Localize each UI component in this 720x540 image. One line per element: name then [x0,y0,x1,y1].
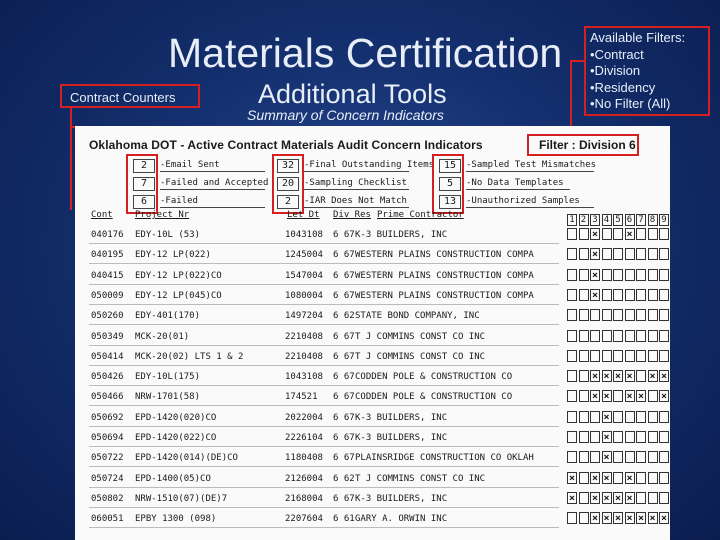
cell-project: MCK-20(02) LTS 1 & 2 [135,351,244,362]
row-divider [89,426,559,427]
flag-empty-box [602,309,612,321]
flag-checked-icon: × [626,492,633,504]
col-header-letdate: Let Dt [287,210,320,220]
summary-label: -IAR Does Not Match [304,195,409,208]
flag-empty-box [659,330,669,342]
cell-div-res: 6 67 [333,433,355,443]
flag-empty-box [648,269,658,281]
cell-contract: 050802 [91,493,124,504]
flag-empty-box [625,330,635,342]
table-row [75,309,670,323]
cell-contractor: WESTERN PLAINS CONSTRUCTION COMPA [355,290,534,301]
flag-empty-box [590,431,600,443]
flag-empty-box [579,451,589,463]
flag-empty-box [567,248,577,260]
flag-checked-icon: × [626,371,633,383]
flag-checked-icon: × [591,371,599,383]
flag-column-header: 4 [602,214,612,226]
cell-let-date: 1245004 [285,250,323,261]
contract-counters-label: Contract Counters [60,84,200,108]
summary-count: 15 [439,159,461,173]
flag-column-header: 6 [625,214,635,226]
flag-empty-box [636,330,646,342]
cell-project: MCK-20(01) [135,331,190,342]
flag-empty-box [613,411,623,423]
cell-contract: 050260 [91,311,124,322]
summary-label: -Email Sent [160,159,265,172]
flag-checked-icon: × [649,513,656,525]
cell-let-date: 1547004 [285,270,323,281]
cell-contract: 040195 [91,250,124,261]
cell-contractor: PLAINSRIDGE CONSTRUCTION CO OKLAH [355,453,534,464]
table-row [75,370,670,384]
summary-count: 7 [133,177,155,191]
flag-empty-box [636,492,646,504]
flag-empty-box [625,431,635,443]
flag-checked-icon: × [660,513,668,525]
flag-checked-icon: × [603,411,610,423]
cell-div-res: 6 67 [333,331,355,342]
flag-empty-box [590,411,600,423]
cell-let-date: 1043108 [285,230,323,240]
flag-column-header: 5 [613,214,623,226]
cell-let-date: 1080004 [285,290,323,301]
summary-label: -Sampled Test Mismatches [466,160,597,170]
flag-empty-box [659,492,669,504]
flag-empty-box [579,289,589,301]
cell-contract: 050724 [91,473,124,484]
flag-empty-box [567,411,577,423]
cell-contract: 060051 [91,514,124,525]
additional-tools-title: Additional Tools [258,79,447,109]
flag-empty-box [579,309,589,321]
cell-contractor: K-3 BUILDERS, INC [355,493,448,504]
flag-empty-box [636,411,646,423]
cell-div-res: 6 67 [333,412,355,423]
flag-checked-icon: × [626,391,633,403]
row-divider [89,365,559,366]
flag-checked-icon: × [591,269,599,281]
table-row [75,431,670,445]
flag-checked-icon: × [568,472,576,484]
flag-empty-box [648,330,658,342]
flag-checked-icon: × [603,472,610,484]
row-divider [89,446,559,447]
flag-empty-box [579,228,589,240]
connector-counters [70,106,72,210]
flag-empty-box [579,350,589,362]
table-row [75,390,670,404]
flag-empty-box [648,411,658,423]
flag-checked-icon: × [603,492,610,504]
flag-empty-box [590,309,600,321]
flag-empty-box [625,289,635,301]
flag-checked-icon: × [591,513,599,525]
flag-empty-box [590,330,600,342]
row-divider [89,284,559,285]
flag-column-header: 7 [636,214,646,226]
summary-label: -Failed and Accepted [160,178,269,188]
flag-empty-box [659,472,669,484]
table-row [75,228,670,242]
flag-empty-box [567,512,577,524]
flag-empty-box [625,309,635,321]
cell-let-date: 2226104 [285,433,323,443]
cell-div-res: 6 67 [333,230,355,240]
flag-empty-box [648,472,658,484]
cell-project: NRW-1701(58) [135,392,201,403]
flag-empty-box [567,330,577,342]
flag-empty-box [579,248,589,260]
summary-label: -Sampling Checklist [304,177,409,190]
report-panel [75,126,670,540]
cell-contractor: CODDEN POLE & CONSTRUCTION CO [355,392,513,403]
flag-checked-icon: × [603,371,610,383]
cell-contract: 050414 [91,351,124,362]
cell-contractor: WESTERN PLAINS CONSTRUCTION COMPA [355,270,534,281]
flag-empty-box [579,472,589,484]
row-divider [89,405,559,406]
flag-empty-box [567,309,577,321]
summary-count: 13 [439,195,461,209]
cell-contractor: GARY A. ORWIN INC [355,514,448,525]
flag-empty-box [636,228,646,240]
flag-empty-box [659,431,669,443]
flag-empty-box [659,269,669,281]
flag-empty-box [648,228,658,240]
flag-empty-box [636,248,646,260]
flag-empty-box [602,330,612,342]
summary-count: 2 [133,159,155,173]
summary-label: -Unauthorized Samples [466,195,594,208]
summary-count: 2 [277,195,299,209]
flag-empty-box [602,289,612,301]
flag-empty-box [636,370,646,382]
flag-checked-icon: × [626,472,633,484]
flag-empty-box [659,289,669,301]
row-divider [89,385,559,386]
table-row [75,492,670,506]
col-header-project: Project Nr [135,210,190,220]
flag-empty-box [648,289,658,301]
flag-empty-box [659,248,669,260]
filter-none: •No Filter (All) [590,96,671,111]
flag-empty-box [567,350,577,362]
cell-contractor: T J COMMINS CONST CO INC [355,331,486,342]
summary-subtitle: Summary of Concern Indicators [247,107,444,123]
cell-div-res: 6 67 [333,392,355,403]
flag-empty-box [567,390,577,402]
col-header-divres: Div Res [333,210,371,220]
flag-empty-box [613,309,623,321]
flag-empty-box [579,269,589,281]
flag-checked-icon: × [591,492,599,504]
flag-empty-box [567,451,577,463]
cell-project: EDY-10L (53) [135,230,201,240]
flag-empty-box [602,248,612,260]
cell-let-date: 2022004 [285,412,323,423]
cell-project: EDY-10L(175) [135,372,201,383]
flag-column-header: 9 [659,214,669,226]
flag-empty-box [613,431,623,443]
cell-div-res: 6 67 [333,372,355,383]
flag-empty-box [567,269,577,281]
cell-div-res: 6 62 [333,311,355,322]
slide-title: Materials Certification [168,30,563,76]
cell-project: EPD-1420(014)(DE)CO [135,453,238,464]
cell-project: NRW-1510(07)(DE)7 [135,493,228,504]
cell-project: EPD-1420(022)CO [135,433,217,443]
cell-contractor: WESTERN PLAINS CONSTRUCTION COMPA [355,250,534,261]
flag-empty-box [613,451,623,463]
summary-label: -Failed [160,195,265,208]
flag-empty-box [648,350,658,362]
row-divider [89,487,559,488]
row-divider [89,345,559,346]
flag-checked-icon: × [660,391,668,403]
table-row [75,451,670,465]
flag-empty-box [659,228,669,240]
flag-empty-box [567,370,577,382]
flag-empty-box [636,431,646,443]
cell-div-res: 6 67 [333,250,355,261]
cell-contract: 050722 [91,453,124,464]
flag-empty-box [567,228,577,240]
filters-heading: Available Filters: [590,30,686,45]
cell-contractor: K-3 BUILDERS, INC [355,230,448,240]
flag-empty-box [648,390,658,402]
cell-div-res: 6 67 [333,290,355,301]
cell-project: EDY-401(170) [135,311,201,322]
table-row [75,248,670,262]
flag-empty-box [625,411,635,423]
cell-contract: 050694 [91,433,124,443]
row-divider [89,324,559,325]
flag-empty-box [636,472,646,484]
cell-contract: 050009 [91,290,124,301]
cell-contractor: K-3 BUILDERS, INC [355,412,448,423]
flag-column-header: 1 [567,214,577,226]
flag-empty-box [648,309,658,321]
flag-checked-icon: × [614,513,622,525]
flag-checked-icon: × [626,229,633,240]
cell-project: EDY-12 LP(045)CO [135,290,222,301]
flag-empty-box [590,451,600,463]
cell-let-date: 1043108 [285,372,323,383]
flag-empty-box [636,350,646,362]
cell-project: EDY-12 LP(022)CO [135,270,222,281]
flag-empty-box [602,228,612,240]
flag-checked-icon: × [603,452,610,464]
flag-empty-box [579,390,589,402]
flag-checked-icon: × [649,371,656,383]
connector-filters-top [570,60,586,62]
cell-let-date: 2210408 [285,331,323,342]
flag-empty-box [613,228,623,240]
row-divider [89,243,559,244]
flag-checked-icon: × [603,391,610,403]
summary-label: -No Data Templates [466,177,570,190]
highlight-summary-col-3 [432,154,464,214]
report-title: Oklahoma DOT - Active Contract Materials Audit Concern Indicators [89,138,483,152]
cell-contract: 050349 [91,331,124,342]
flag-checked-icon: × [591,289,599,301]
flag-empty-box [659,350,669,362]
flag-empty-box [579,411,589,423]
cell-contract: 040415 [91,270,124,281]
flag-empty-box [648,492,658,504]
cell-project: EPD-1420(020)CO [135,412,217,423]
table-row [75,512,670,526]
cell-let-date: 1180408 [285,453,323,464]
flag-empty-box [613,269,623,281]
flag-checked-icon: × [637,391,645,403]
flag-empty-box [636,289,646,301]
cell-div-res: 6 67 [333,351,355,362]
flag-empty-box [602,350,612,362]
flag-checked-icon: × [603,513,610,525]
flag-empty-box [579,492,589,504]
row-divider [89,466,559,467]
cell-contractor: STATE BOND COMPANY, INC [355,311,480,322]
cell-contract: 050466 [91,392,124,403]
cell-let-date: 2210408 [285,351,323,362]
flag-empty-box [648,248,658,260]
flag-empty-box [602,269,612,281]
flag-empty-box [579,512,589,524]
flag-empty-box [659,309,669,321]
flag-empty-box [625,451,635,463]
flag-empty-box [625,248,635,260]
summary-count: 20 [277,177,299,191]
flag-empty-box [567,431,577,443]
cell-let-date: 2168004 [285,493,323,504]
row-divider [89,263,559,264]
table-row [75,350,670,364]
cell-let-date: 1497204 [285,311,323,322]
flag-checked-icon: × [614,371,622,383]
filter-residency: •Residency [590,79,656,95]
row-divider [89,304,559,305]
flag-checked-icon: × [603,432,610,443]
cell-contract: 040176 [91,230,124,240]
highlight-summary-col-1 [126,154,158,214]
flag-empty-box [613,330,623,342]
flag-checked-icon: × [591,249,599,261]
flag-empty-box [613,289,623,301]
table-row [75,330,670,344]
flag-empty-box [613,350,623,362]
flag-empty-box [648,431,658,443]
division-filter-label: Filter : Division 6 [527,134,639,156]
connector-filters [570,60,572,136]
flag-checked-icon: × [660,371,668,383]
flag-column-header: 8 [648,214,658,226]
cell-div-res: 6 67 [333,270,355,281]
summary-count: 32 [277,159,299,173]
summary-label: -Final Outstanding Items [304,160,435,170]
cell-contract: 050692 [91,412,124,423]
table-row [75,269,670,283]
table-row [75,411,670,425]
flag-column-header: 3 [590,214,600,226]
flag-empty-box [625,269,635,281]
row-divider [89,507,559,508]
cell-div-res: 6 67 [333,453,355,464]
flag-empty-box [636,451,646,463]
cell-contractor: T J COMMINS CONST CO INC [355,473,486,484]
filter-contract: •Contract [590,46,644,62]
flag-empty-box [648,451,658,463]
cell-contractor: K-3 BUILDERS, INC [355,433,448,443]
flag-column-header: 2 [579,214,589,226]
cell-project: EDY-12 LP(022) [135,250,211,261]
col-header-contractor: Prime Contractor [377,210,464,220]
cell-project: EPD-1400(05)CO [135,473,211,484]
cell-let-date: 2207604 [285,514,323,525]
flag-empty-box [659,411,669,423]
cell-let-date: 2126004 [285,473,323,484]
cell-div-res: 6 67 [333,493,355,504]
flag-empty-box [567,289,577,301]
flag-checked-icon: × [591,472,599,484]
col-header-cont: Cont [91,210,113,220]
cell-div-res: 6 61 [333,514,355,525]
available-filters-box [584,26,710,116]
cell-project: EPBY 1300 (098) [135,514,217,525]
table-row [75,472,670,486]
cell-let-date: 174521 [285,392,318,403]
flag-checked-icon: × [614,492,622,504]
table-row [75,289,670,303]
flag-checked-icon: × [568,492,576,504]
cell-div-res: 6 62 [333,473,355,484]
flag-empty-box [579,431,589,443]
flag-empty-box [613,390,623,402]
summary-count: 5 [439,177,461,191]
highlight-summary-col-2 [272,154,304,214]
flag-checked-icon: × [591,391,599,403]
flag-empty-box [579,370,589,382]
cell-contractor: T J COMMINS CONST CO INC [355,351,486,362]
flag-checked-icon: × [626,513,633,525]
flag-empty-box [659,451,669,463]
flag-empty-box [613,248,623,260]
flag-empty-box [590,350,600,362]
flag-empty-box [636,309,646,321]
flag-empty-box [625,350,635,362]
cell-contract: 050426 [91,372,124,383]
summary-count: 6 [133,195,155,209]
row-divider [89,527,559,528]
flag-checked-icon: × [637,513,645,525]
filter-division: •Division [590,63,641,78]
flag-checked-icon: × [591,229,599,240]
flag-empty-box [636,269,646,281]
cell-contractor: CODDEN POLE & CONSTRUCTION CO [355,372,513,383]
flag-empty-box [613,472,623,484]
flag-empty-box [579,330,589,342]
